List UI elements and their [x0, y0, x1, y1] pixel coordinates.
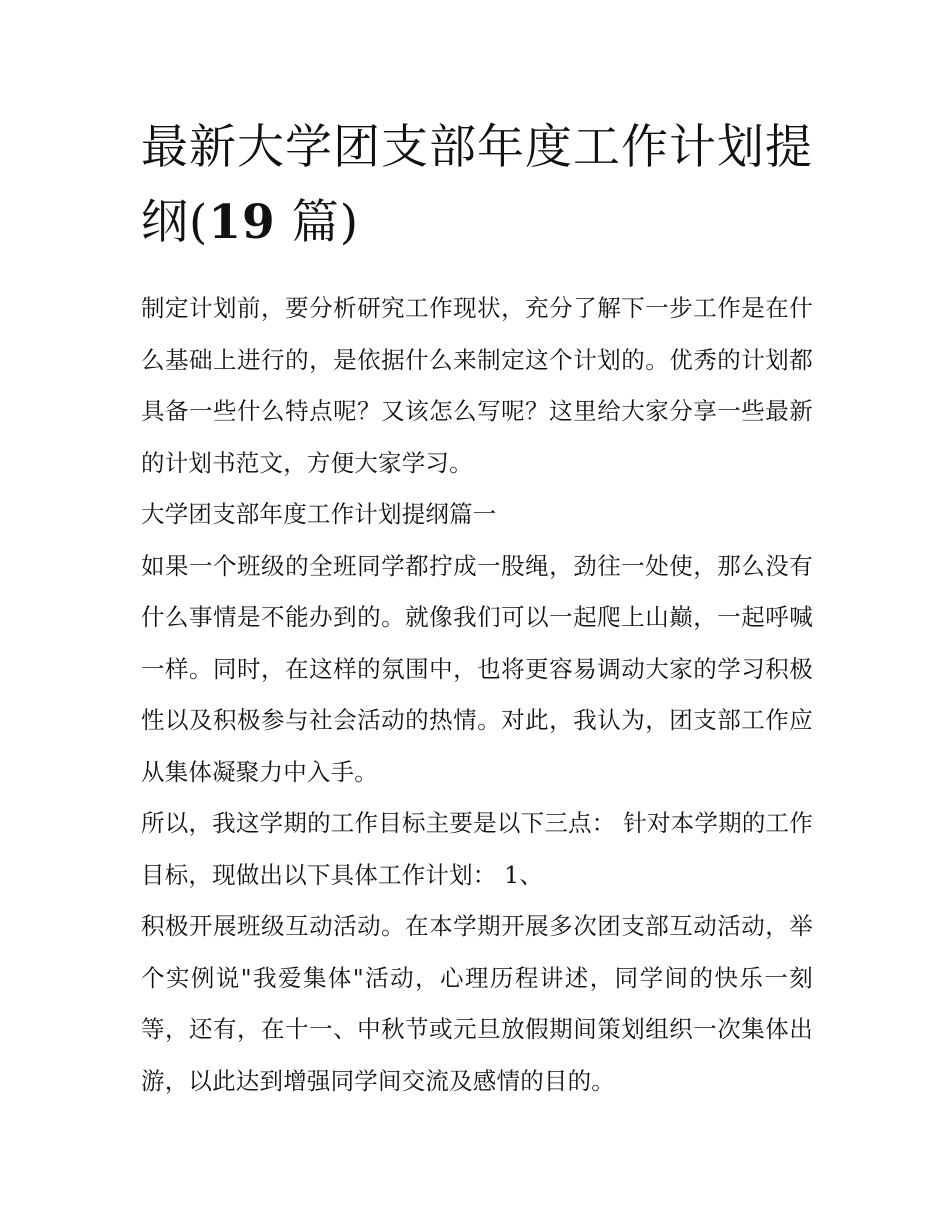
- section-heading: 大学团支部年度工作计划提纲篇一: [141, 500, 497, 528]
- body-paragraph: 积极开展班级互动活动。在本学期开展多次团支部互动活动，举个实例说"我爱集体"活动，心理历程讲述，同学间的快乐一刻等，还有，在十一、中秋节或元旦放假期间策划组织一次集体出游，以此达到增强同学间交流及感情的目的。: [141, 912, 813, 1095]
- title-text: 最新大学团支部年度工作计划提纲(: [141, 120, 813, 250]
- body-paragraph: 所以，我这学期的工作目标主要是以下三点： 针对本学期的工作目标，现做出以下具体工作计划： 1、: [141, 809, 813, 889]
- title-suffix: 篇): [275, 195, 360, 250]
- body-paragraph: 如果一个班级的全班同学都拧成一股绳，劲往一处使，那么没有什么事情是不能办到的。就像我们可以一起爬上山巅，一起呼喊一样。同时，在这样的氛围中，也将更容易调动大家的学习积极性以及积极参与社会活动的热情。对此，我认为，团支部工作应从集体凝聚力中入手。: [141, 551, 813, 786]
- title-spacing: [141, 260, 813, 283]
- document-body: [141, 110, 813, 1107]
- title-number: 19: [208, 195, 276, 250]
- document-title: [141, 110, 813, 260]
- intro-paragraph: 制定计划前，要分析研究工作现状，充分了解下一步工作是在什么基础上进行的，是依据什么来制定这个计划的。优秀的计划都具备一些什么特点呢？又该怎么写呢？这里给大家分享一些最新的计划书范文，方便大家学习。: [141, 294, 813, 477]
